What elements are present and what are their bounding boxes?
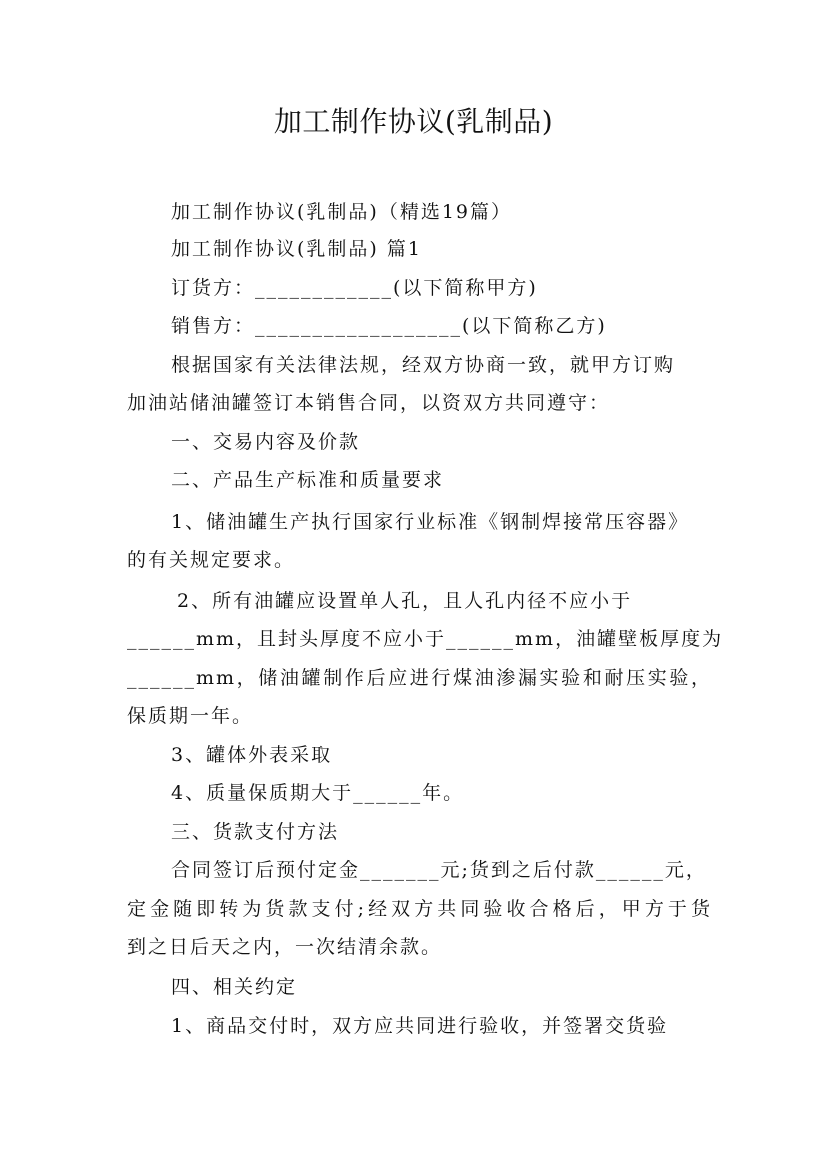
paragraph-line: 3、罐体外表采取 — [171, 744, 333, 766]
paragraph-line: 加油站储油罐签订本销售合同，以资双方共同遵守： — [127, 392, 611, 414]
paragraph-line: 的有关规定要求。 — [127, 549, 296, 571]
document-title: 加工制作协议(乳制品) — [273, 105, 554, 138]
paragraph-line: 一、交易内容及价款 — [171, 431, 361, 453]
paragraph-line: 保质期一年。 — [127, 705, 254, 727]
paragraph-line: 到之日后天之内，一次结清余款。 — [127, 936, 443, 958]
paragraph-line: ______mm，且封头厚度不应小于______mm，油罐壁板厚度为 — [127, 628, 724, 650]
paragraph-line: 订货方：____________(以下简称甲方) — [171, 277, 538, 299]
paragraph-line: ______mm，储油罐制作后应进行煤油渗漏实验和耐压实验， — [127, 667, 712, 689]
paragraph-line: 合同签订后预付定金_______元;货到之后付款______元， — [171, 859, 707, 881]
paragraph-line: 1、储油罐生产执行国家行业标准《钢制焊接常压容器》 — [171, 511, 690, 533]
paragraph-line: 加工制作协议(乳制品) 篇1 — [171, 238, 422, 260]
paragraph-line: 1、商品交付时，双方应共同进行验收，并签署交货验 — [171, 1015, 669, 1037]
paragraph-line: 4、质量保质期大于______年。 — [171, 782, 465, 804]
paragraph-line: 三、货款支付方法 — [171, 821, 340, 843]
paragraph-line: 定金随即转为货款支付;经双方共同验收合格后，甲方于货 — [127, 898, 712, 920]
paragraph-line: 四、相关约定 — [171, 976, 298, 998]
paragraph-line: 加工制作协议(乳制品)（精选19篇） — [171, 201, 513, 223]
paragraph-line: 2、所有油罐应设置单人孔，且人孔内径不应小于 — [177, 590, 633, 612]
paragraph-line: 销售方：__________________(以下简称乙方) — [171, 315, 607, 337]
paragraph-line: 根据国家有关法律法规，经双方协商一致，就甲方订购 — [171, 354, 676, 376]
paragraph-line: 二、产品生产标准和质量要求 — [171, 469, 445, 491]
